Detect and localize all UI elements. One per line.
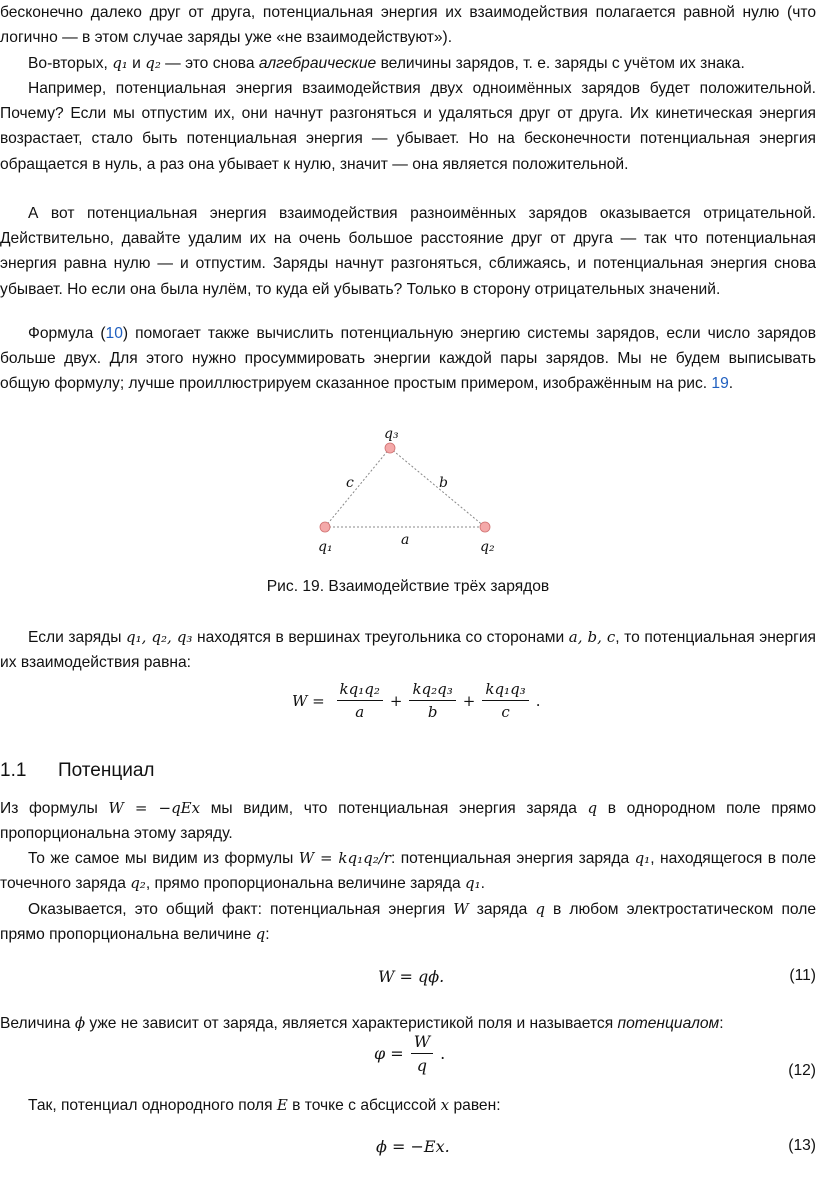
side-b-line bbox=[390, 448, 485, 527]
paragraph-potential-definition: Величина ϕ уже не зависит от заряда, является характеристикой поля и называется потенциалом: bbox=[0, 1014, 724, 1032]
paragraph-point-charge: То же самое мы видим из формулы W = kq₁q₂/r: потенциальная энергия заряда q₁, находящегося в поле точечного заряда q₂, прямо пропорциональна величине заряда q₁. bbox=[0, 849, 816, 893]
emphasis-algebraic: алгебраические bbox=[258, 55, 377, 72]
label-side-b: b bbox=[439, 475, 448, 491]
var-q1: q₁ bbox=[112, 54, 128, 72]
equation-11: W = qϕ. bbox=[378, 967, 445, 986]
equation-number-11: (11) bbox=[789, 967, 816, 984]
charge-q2-dot bbox=[480, 522, 490, 532]
emphasis-potential: потенциалом bbox=[617, 1015, 720, 1032]
paragraph-uniform-potential: Так, потенциал однородного поля E в точке с абсциссой x равен: bbox=[28, 1096, 501, 1114]
paragraph-unlike-charges: А вот потенциальная энергия взаимодействия разноимённых зарядов оказывается отрицательной. Действительно, давайте удалим их на очень большое расстояние друг от друга — так что потенциальная энергия равна нулю — и отпустим. Заряды начнут разгоняться, сближаясь, и потенциальная энергия снова убывает. Но если она была нулём, то куда ей убывать? Только в сторону отрицательных значений. bbox=[0, 205, 816, 298]
label-q3: q₃ bbox=[384, 426, 399, 442]
charge-q1-dot bbox=[320, 522, 330, 532]
paragraph-like-charges: Например, потенциальная энергия взаимодействия двух одноимённых зарядов будет положительной. Почему? Если мы отпустим их, они начнут разгоняться и удаляться друг от друга. Их кинетическая энергия возрастает, стало быть потенциальная энергия — убывает. Но на бесконечности потенциальная энергия обращается в нуль, а раз она убывает к нулю, значит — она является положительной. bbox=[0, 80, 816, 173]
paragraph-system-of-charges: Формула (10) помогает также вычислить потенциальную энергию системы зарядов, если число зарядов больше двух. Для этого нужно просуммировать энергии каждой пары зарядов. Мы не будем выписывать общую формулу; лучше проиллюстрируем сказанное простым примером, изображённым на рис. 19. bbox=[0, 325, 816, 393]
label-side-a: a bbox=[401, 532, 410, 548]
equation-ref-10-link[interactable]: 10 bbox=[105, 325, 123, 342]
figure-ref-19-link[interactable]: 19 bbox=[711, 375, 729, 393]
label-q2: q₂ bbox=[480, 539, 495, 555]
section-heading bbox=[0, 760, 155, 782]
paragraph-continuation: бесконечно далеко друг от друга, потенциальная энергия их взаимодействия полагается равной нулю (что логично — в этом случае заряды уже «не взаимодействуют»). bbox=[0, 4, 816, 47]
paragraph-general-fact: Оказывается, это общий факт: потенциальная энергия W заряда q в любом электростатическом поле прямо пропорциональна величине q: bbox=[0, 900, 816, 944]
paragraph-uniform-field: Из формулы W = −qEx мы видим, что потенциальная энергия заряда q в однородном поле прямо пропорциональна этому заряду. bbox=[0, 799, 816, 843]
charge-q3-dot bbox=[385, 443, 395, 453]
vars-q123: q₁, q₂, q₃ bbox=[126, 628, 193, 646]
var-q2: q₂ bbox=[145, 54, 161, 72]
equation-total-energy: W = $\frac{\text{kq₁q₂}}{a}$ + $\frac{\text{kq₂q₃}}{b}$ + $\frac{\text{kq₁q₃}}{c}$ . bbox=[292, 680, 541, 721]
three-charges-figure bbox=[300, 420, 520, 560]
equation-13: ϕ = −Ex. bbox=[376, 1137, 450, 1156]
equation-number-12: (12) bbox=[788, 1062, 816, 1079]
equation-number-13: (13) bbox=[788, 1137, 816, 1154]
section-number: 1.1 bbox=[0, 760, 27, 781]
label-side-c: c bbox=[346, 475, 354, 491]
paragraph-triangle-charges: Если заряды q₁, q₂, q₃ находятся в вершинах треугольника со сторонами a, b, c, то потенциальная энергия их взаимодействия равна: bbox=[0, 628, 816, 672]
vars-abc: a, b, c bbox=[568, 628, 616, 646]
figure-caption: Рис. 19. Взаимодействие трёх зарядов bbox=[266, 578, 550, 595]
equation-12: φ = $\frac{W}{q}$ . bbox=[374, 1032, 446, 1075]
side-c-line bbox=[325, 448, 390, 527]
section-title: Потенциал bbox=[58, 760, 155, 781]
paragraph-algebraic-charges: Во-вторых, q₁ и q₂ — это снова алгебраические величины зарядов, т. е. заряды с учётом их знака. bbox=[28, 54, 745, 72]
label-q1: q₁ bbox=[318, 539, 333, 555]
